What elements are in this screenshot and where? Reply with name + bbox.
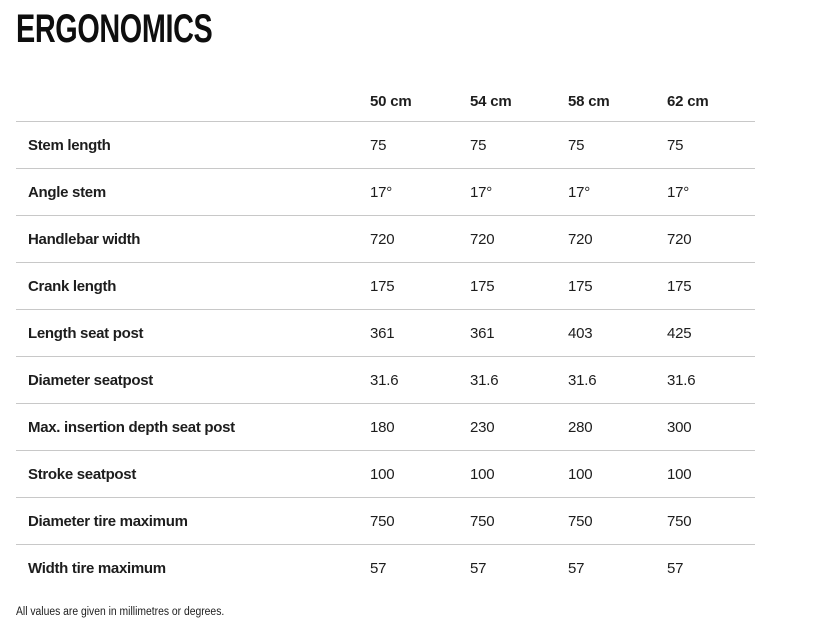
row-label: Diameter seatpost (28, 371, 153, 389)
row-label: Max. insertion depth seat post (28, 418, 235, 436)
row-value: 75 (370, 136, 387, 154)
row-value: 17° (370, 183, 393, 201)
row-value: 720 (568, 230, 593, 248)
table-row (16, 309, 755, 356)
row-value: 425 (667, 324, 692, 342)
row-label: Width tire maximum (28, 559, 166, 577)
row-value: 17° (470, 183, 493, 201)
table-row (16, 450, 755, 497)
column-header: 58 cm (568, 93, 610, 110)
table-row (16, 497, 755, 544)
row-value: 230 (470, 418, 495, 436)
ergonomics-table (16, 51, 755, 591)
row-value: 175 (470, 277, 495, 295)
row-label: Handlebar width (28, 230, 141, 248)
row-value: 720 (470, 230, 495, 248)
column-header: 62 cm (667, 93, 709, 110)
column-header: 50 cm (370, 93, 412, 110)
row-label: Length seat post (28, 324, 144, 342)
row-value: 300 (667, 418, 692, 436)
row-value: 31.6 (370, 371, 399, 389)
row-value: 57 (667, 559, 684, 577)
table-header-row (16, 51, 755, 121)
row-label: Angle stem (28, 183, 106, 201)
row-label: Stem length (28, 136, 111, 154)
row-label: Diameter tire maximum (28, 512, 188, 530)
row-value: 403 (568, 324, 593, 342)
table-row (16, 544, 755, 591)
row-value: 750 (667, 512, 692, 530)
row-value: 31.6 (470, 371, 499, 389)
row-value: 57 (568, 559, 585, 577)
row-value: 361 (370, 324, 395, 342)
row-value: 750 (470, 512, 495, 530)
table-row (16, 215, 755, 262)
row-value: 750 (370, 512, 395, 530)
row-value: 75 (470, 136, 487, 154)
row-value: 175 (667, 277, 692, 295)
row-label: Stroke seatpost (28, 465, 137, 483)
row-value: 175 (370, 277, 395, 295)
row-value: 17° (667, 183, 690, 201)
table-row (16, 356, 755, 403)
row-value: 100 (667, 465, 692, 483)
row-value: 100 (470, 465, 495, 483)
table-row (16, 403, 755, 450)
row-label: Crank length (28, 277, 117, 295)
row-value: 57 (470, 559, 487, 577)
row-value: 31.6 (667, 371, 696, 389)
row-value: 100 (370, 465, 395, 483)
row-value: 31.6 (568, 371, 597, 389)
page-title: ERGONOMICS (16, 7, 213, 51)
row-value: 175 (568, 277, 593, 295)
row-value: 100 (568, 465, 593, 483)
row-value: 750 (568, 512, 593, 530)
table-row (16, 262, 755, 309)
table-row (16, 121, 755, 168)
row-value: 720 (370, 230, 395, 248)
row-value: 180 (370, 418, 395, 436)
footnote: All values are given in millimetres or degrees. (16, 606, 225, 618)
row-value: 75 (667, 136, 684, 154)
column-header: 54 cm (470, 93, 512, 110)
table-row (16, 168, 755, 215)
row-value: 280 (568, 418, 593, 436)
row-value: 75 (568, 136, 585, 154)
row-value: 361 (470, 324, 495, 342)
row-value: 57 (370, 559, 387, 577)
row-value: 17° (568, 183, 591, 201)
row-value: 720 (667, 230, 692, 248)
